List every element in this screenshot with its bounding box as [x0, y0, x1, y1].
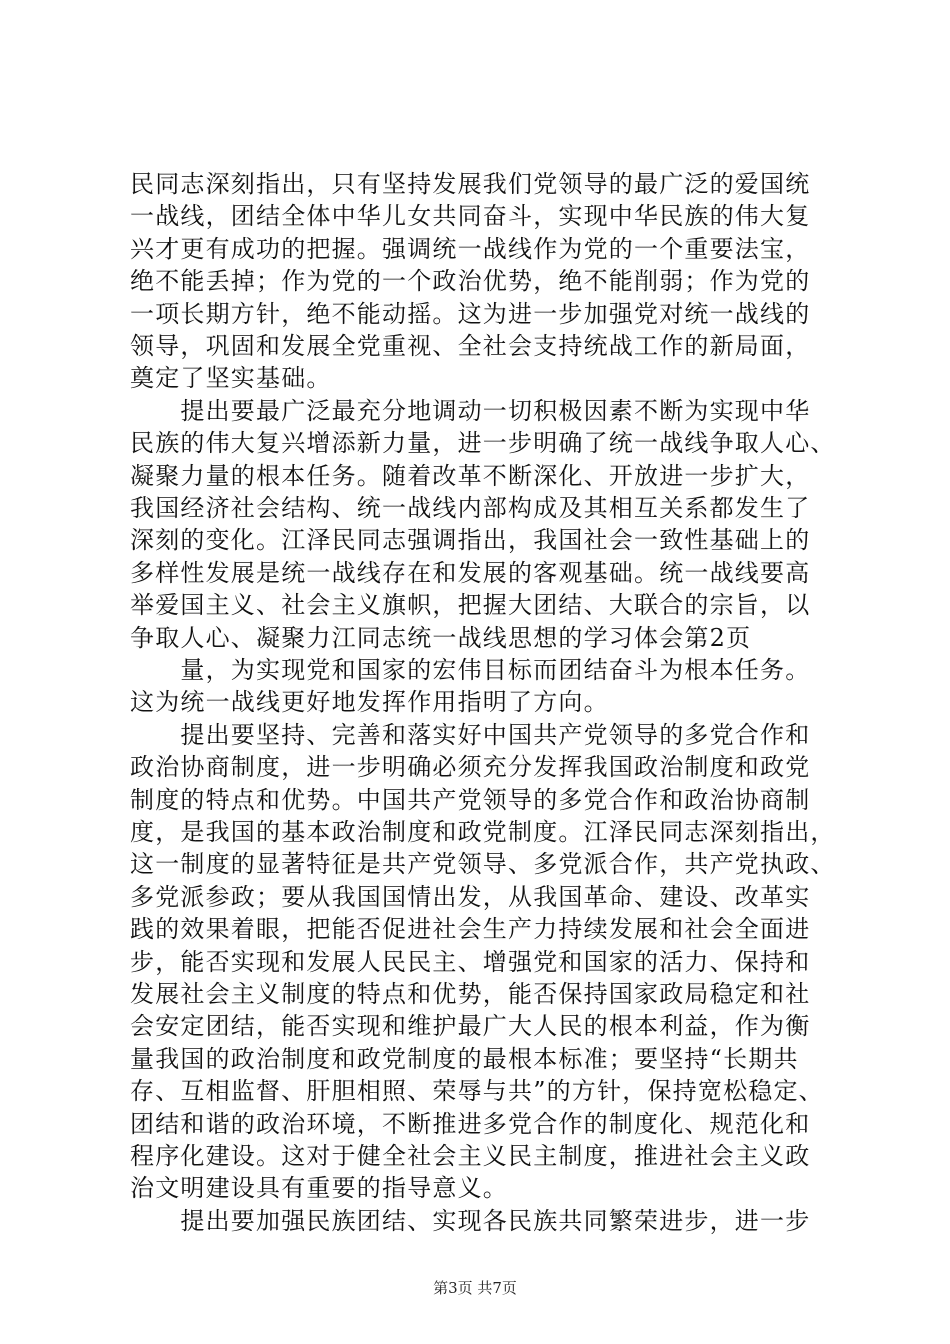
text-line: 制度的特点和优势。中国共产党领导的多党合作和政治协商制 — [130, 785, 811, 814]
text-line: 存、互相监督、肝胆相照、荣辱与共”的方针，保持宽松稳定、 — [130, 1077, 824, 1106]
text-line: 度，是我国的基本政治制度和政党制度。江泽民同志深刻指出， — [130, 818, 836, 846]
text-line: 提出要最广泛最充分地调动一切积极因素不断为实现中华 — [130, 396, 811, 425]
text-line: 发展社会主义制度的特点和优势，能否保持国家政局稳定和社 — [130, 980, 811, 1008]
text-line: 绝不能丢掉；作为党的一个政治优势，绝不能削弱；作为党的 — [130, 267, 811, 296]
text-line: 会安定团结，能否实现和维护最广大人民的根本利益，作为衡 — [130, 1012, 811, 1041]
text-line: 一战线，团结全体中华儿女共同奋斗，实现中华民族的伟大复 — [130, 202, 811, 231]
text-line: 我国经济社会结构、统一战线内部构成及其相互关系都发生了 — [130, 494, 811, 522]
text-line: 多样性发展是统一战线存在和发展的客观基础。统一战线要高 — [130, 558, 811, 587]
text-line: 这为统一战线更好地发挥作用指明了方向。 — [130, 688, 609, 717]
text-line: 奠定了坚实基础。 — [130, 364, 332, 393]
text-line: 多党派参政；要从我国国情出发，从我国革命、建设、改革实 — [130, 882, 811, 911]
text-line: 举爱国主义、社会主义旗帜，把握大团结、大联合的宗旨，以 — [130, 591, 811, 620]
text-line: 深刻的变化。江泽民同志强调指出，我国社会一致性基础上的 — [130, 526, 811, 555]
text-line: 争取人心、凝聚力江同志统一战线思想的学习体会第2页 — [130, 623, 752, 652]
text-line: 践的效果着眼，把能否促进社会生产力持续发展和社会全面进 — [130, 915, 811, 944]
text-line: 兴才更有成功的把握。强调统一战线作为党的一个重要法宝， — [130, 234, 811, 263]
text-line: 量，为实现党和国家的宏伟目标而团结奋斗为根本任务。 — [130, 656, 811, 684]
text-line: 领导，巩固和发展全党重视、全社会支持统战工作的新局面， — [130, 332, 811, 360]
text-line: 治文明建设具有重要的指导意义。 — [130, 1174, 508, 1203]
text-line: 量我国的政治制度和政党制度的最根本标准；要坚持“长期共 — [130, 1044, 799, 1073]
text-line: 政治协商制度，进一步明确必须充分发挥我国政治制度和政党 — [130, 753, 811, 782]
page-footer: 第3页 共7页 — [433, 1279, 517, 1297]
text-line: 提出要坚持、完善和落实好中国共产党领导的多党合作和 — [130, 720, 811, 749]
text-line: 这一制度的显著特征是共产党领导、多党派合作，共产党执政、 — [130, 850, 836, 879]
text-line: 一项长期方针，绝不能动摇。这为进一步加强党对统一战线的 — [130, 299, 811, 328]
text-line: 民族的伟大复兴增添新力量，进一步明确了统一战线争取人心、 — [130, 429, 836, 458]
text-line: 提出要加强民族团结、实现各民族共同繁荣进步，进一步 — [130, 1206, 811, 1235]
text-line: 步，能否实现和发展人民民主、增强党和国家的活力、保持和 — [130, 947, 811, 976]
text-line: 民同志深刻指出，只有坚持发展我们党领导的最广泛的爱国统 — [130, 170, 811, 198]
text-line: 团结和谐的政治环境，不断推进多党合作的制度化、规范化和 — [130, 1109, 811, 1138]
text-line: 凝聚力量的根本任务。随着改革不断深化、开放进一步扩大， — [130, 461, 811, 490]
text-line: 程序化建设。这对于健全社会主义民主制度，推进社会主义政 — [130, 1142, 811, 1170]
